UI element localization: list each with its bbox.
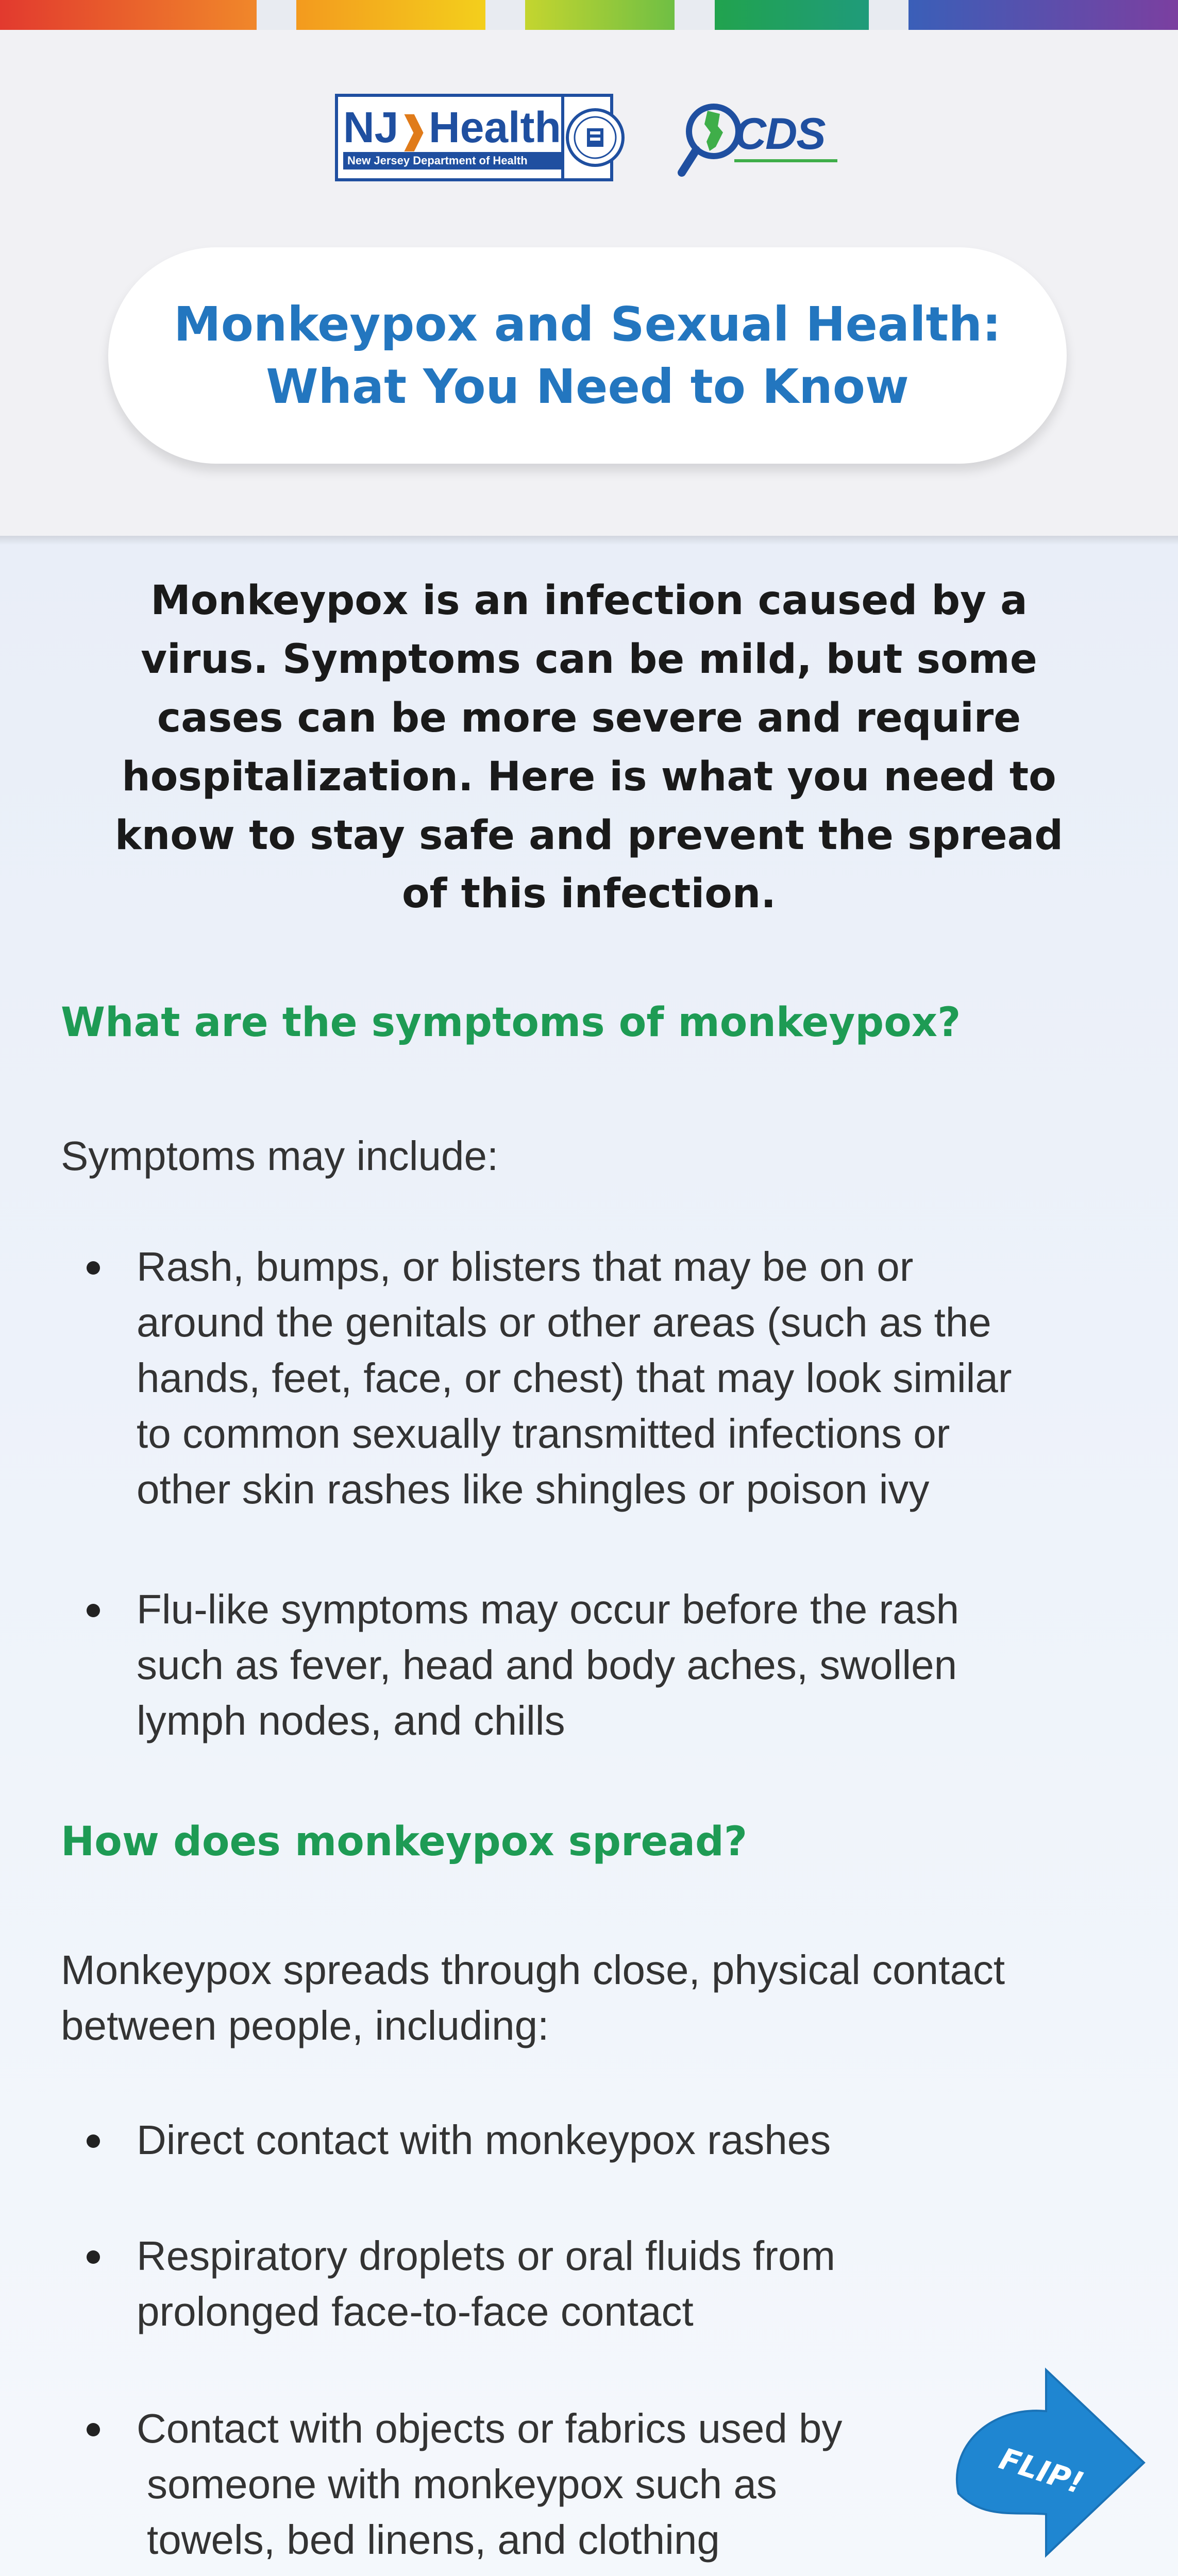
spread-lead-line: between people, including: xyxy=(61,2003,549,2048)
symptoms-heading: What are the symptoms of monkeypox? xyxy=(61,999,961,1046)
header-shadow xyxy=(0,536,1178,545)
intro-line: hospitalization. Here is what you need to xyxy=(122,753,1056,800)
list-item xyxy=(0,2112,1178,2168)
list-item-line: lymph nodes, and chills xyxy=(137,1698,565,1743)
flip-arrow-icon xyxy=(928,2365,1154,2576)
symptoms-lead: Symptoms may include: xyxy=(61,1133,499,1179)
flip-arrow-button[interactable] xyxy=(928,2365,1154,2576)
nj-logo-subtitle: New Jersey Department of Health xyxy=(343,152,561,170)
flip-label: FLIP! xyxy=(995,2441,1088,2501)
spread-list-1 xyxy=(0,2112,1178,2168)
intro-line: know to stay safe and prevent the spread xyxy=(114,812,1064,859)
symptoms-list-2 xyxy=(0,1582,1178,1749)
title-line-1: Monkeypox and Sexual Health: xyxy=(174,296,1001,352)
bullet-dot-icon xyxy=(87,2134,100,2148)
title-line-2: What You Need to Know xyxy=(266,359,909,414)
list-item-line: Rash, bumps, or blisters that may be on or xyxy=(137,1244,914,1290)
list-item-line: to common sexually transmitted infections or xyxy=(137,1411,950,1456)
nj-logo-word: Health xyxy=(429,103,561,151)
list-item-line: Flu-like symptoms may occur before the rash xyxy=(137,1586,960,1632)
nj-logo-prefix: NJ xyxy=(343,103,399,151)
list-item-line: Respiratory droplets or oral fluids from xyxy=(137,2233,836,2279)
nj-state-mark: ❱ xyxy=(398,110,429,150)
state-seal-icon xyxy=(561,97,626,178)
list-item-line: around the genitals or other areas (such as the xyxy=(137,1299,991,1345)
list-item-line: someone with monkeypox such as xyxy=(147,2461,777,2507)
intro-line: of this infection. xyxy=(402,871,776,918)
spread-heading: How does monkeypox spread? xyxy=(61,1819,748,1865)
intro-paragraph xyxy=(57,572,1121,924)
spread-lead xyxy=(61,1942,1133,2054)
symptoms-list xyxy=(0,1239,1178,1517)
list-item xyxy=(0,1239,1178,1517)
cds-logo xyxy=(678,95,848,183)
nj-health-logo xyxy=(335,94,613,181)
bullet-dot-icon xyxy=(87,1604,100,1617)
bullet-dot-icon xyxy=(87,1261,100,1275)
list-item-line: Direct contact with monkeypox rashes xyxy=(137,2117,831,2163)
list-item xyxy=(0,2228,1178,2340)
spread-lead-line: Monkeypox spreads through close, physical contact xyxy=(61,1947,1005,1993)
intro-line: virus. Symptoms can be mild, but some xyxy=(141,636,1037,683)
intro-line: cases can be more severe and require xyxy=(157,694,1021,741)
intro-line: Monkeypox is an infection caused by a xyxy=(150,578,1028,624)
list-item-line: hands, feet, face, or chest) that may look similar xyxy=(137,1355,1012,1401)
list-item xyxy=(0,1582,1178,1749)
list-item-line: such as fever, head and body aches, swollen xyxy=(137,1642,957,1688)
list-item-line: prolonged face-to-face contact xyxy=(137,2289,694,2334)
title-banner xyxy=(108,247,1067,464)
top-rainbow-stripe xyxy=(0,0,1178,30)
bullet-dot-icon xyxy=(87,2423,100,2436)
list-item-line: Contact with objects or fabrics used by xyxy=(137,2405,843,2451)
page-title xyxy=(174,293,1001,418)
list-item-line: other skin rashes like shingles or poison ivy xyxy=(137,1466,930,1512)
cds-logo-text: CDS xyxy=(734,109,825,159)
spread-list-2 xyxy=(0,2228,1178,2340)
list-item-line: towels, bed linens, and clothing xyxy=(147,2517,720,2563)
bullet-dot-icon xyxy=(87,2250,100,2264)
